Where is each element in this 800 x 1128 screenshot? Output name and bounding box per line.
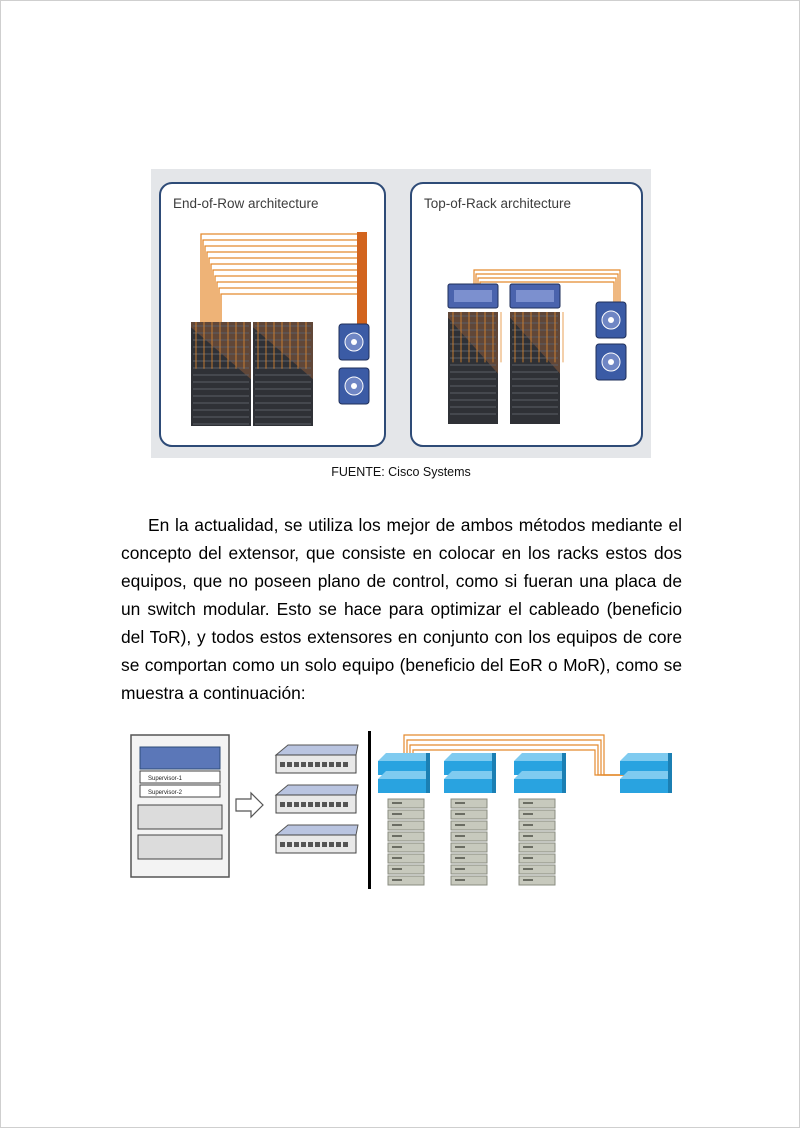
fex-pair-3-bottom (514, 771, 566, 793)
transform-arrow (236, 793, 263, 817)
server-stack-2 (451, 799, 487, 885)
eor-cable (203, 240, 361, 329)
tor-top-switch-1 (448, 284, 498, 308)
line-card-1 (138, 805, 222, 829)
fex-pair-1-bottom (378, 771, 430, 793)
core-switch-bottom (620, 771, 672, 793)
supervisor-1-label: Supervisor-1 (148, 776, 183, 782)
eor-cable (211, 264, 361, 329)
eor-cable (213, 270, 361, 329)
tor-aggregation-switch-2 (596, 344, 626, 380)
extender-stack-switch-2 (276, 785, 358, 813)
eor-rack-1 (191, 322, 251, 426)
eor-cable-bundle (201, 234, 361, 329)
top-of-rack-title: Top-of-Rack architecture (424, 196, 572, 211)
end-of-row-diagram (161, 184, 384, 445)
tor-top-switch-2 (510, 284, 560, 308)
eor-switch-2 (339, 368, 369, 404)
eor-cable (217, 282, 361, 329)
eor-cable-trunk (357, 232, 367, 324)
server-stack-3 (519, 799, 555, 885)
figure-divider (368, 731, 371, 889)
tor-aggregation-switch-1 (596, 302, 626, 338)
eor-switch-1 (339, 324, 369, 360)
server-stack-1 (388, 799, 424, 885)
architecture-comparison-figure (151, 169, 651, 458)
tor-rack-1 (448, 312, 501, 424)
extender-stack-switch-3 (276, 825, 358, 853)
extender-stack-switch-1 (276, 745, 358, 773)
eor-cable (215, 276, 361, 329)
fex-pair-2-bottom (444, 771, 496, 793)
end-of-row-title: End-of-Row architecture (173, 196, 319, 211)
eor-rack-2 (253, 322, 313, 426)
fabric-extender-diagram (126, 727, 682, 893)
supervisor-2-label: Supervisor-2 (148, 790, 183, 796)
figure-caption: FUENTE: Cisco Systems (331, 465, 471, 479)
supervisor-card (140, 747, 220, 769)
modular-chassis (131, 735, 229, 877)
top-of-rack-diagram (412, 184, 641, 445)
end-of-row-panel (159, 182, 386, 447)
tor-rack-2 (510, 312, 563, 424)
top-of-rack-panel (410, 182, 643, 447)
fabric-extender-figure (126, 727, 682, 893)
line-card-2 (138, 835, 222, 859)
body-paragraph: En la actualidad, se utiliza los mejor de ambos métodos mediante el concepto del extensor, que consiste en colocar en los racks estos dos equipos, que no poseen plano de control, como si fueran una placa de un switch modular. Esto se hace para optimizar el cableado (beneficio del ToR), y todos estos extensores en conjunto con los equipos de core se comportan como un solo equipo (beneficio del EoR o MoR), como se muestra a continuación: (121, 515, 682, 703)
